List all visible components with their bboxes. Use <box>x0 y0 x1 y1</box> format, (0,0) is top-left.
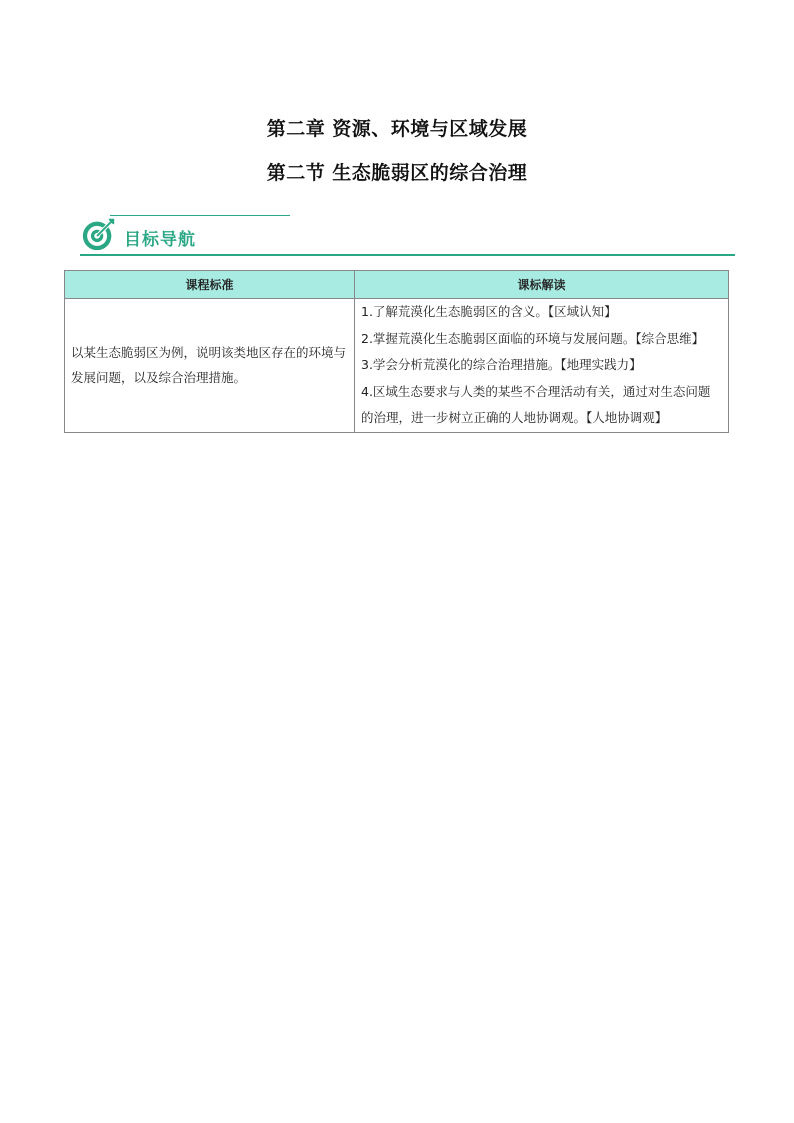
interpretation-item: 2.掌握荒漠化生态脆弱区面临的环境与发展问题。【综合思维】 <box>361 330 705 346</box>
target-arrow-icon <box>80 215 118 253</box>
column-header-interpretation: 课标解读 <box>355 271 729 299</box>
column-header-standard: 课程标准 <box>65 271 355 299</box>
standard-cell: 以某生态脆弱区为例，说明该类地区存在的环境与发展问题，以及综合治理措施。 <box>65 299 355 433</box>
banner-top-line <box>110 215 290 216</box>
interpretation-item: 1.了解荒漠化生态脆弱区的含义。【区域认知】 <box>361 304 617 319</box>
section-title: 第二节 生态脆弱区的综合治理 <box>266 162 528 184</box>
interpretation-item: 4.区域生态要求与人类的某些不合理活动有关，通过对生态问题的治理，进一步树立正确的人地协调观。【人地协调观】 <box>361 383 711 425</box>
banner-label: 目标导航 <box>124 230 196 250</box>
interpretation-item: 3.学会分析荒漠化的综合治理措施。【地理实践力】 <box>361 357 642 372</box>
banner-divider <box>80 254 735 256</box>
chapter-title: 第二章 资源、环境与区域发展 <box>266 118 528 140</box>
table-header-row <box>65 271 729 299</box>
curriculum-standard-table <box>64 270 729 433</box>
table-row <box>65 299 729 433</box>
interpretation-cell <box>355 299 729 433</box>
target-navigation-banner <box>80 212 735 258</box>
